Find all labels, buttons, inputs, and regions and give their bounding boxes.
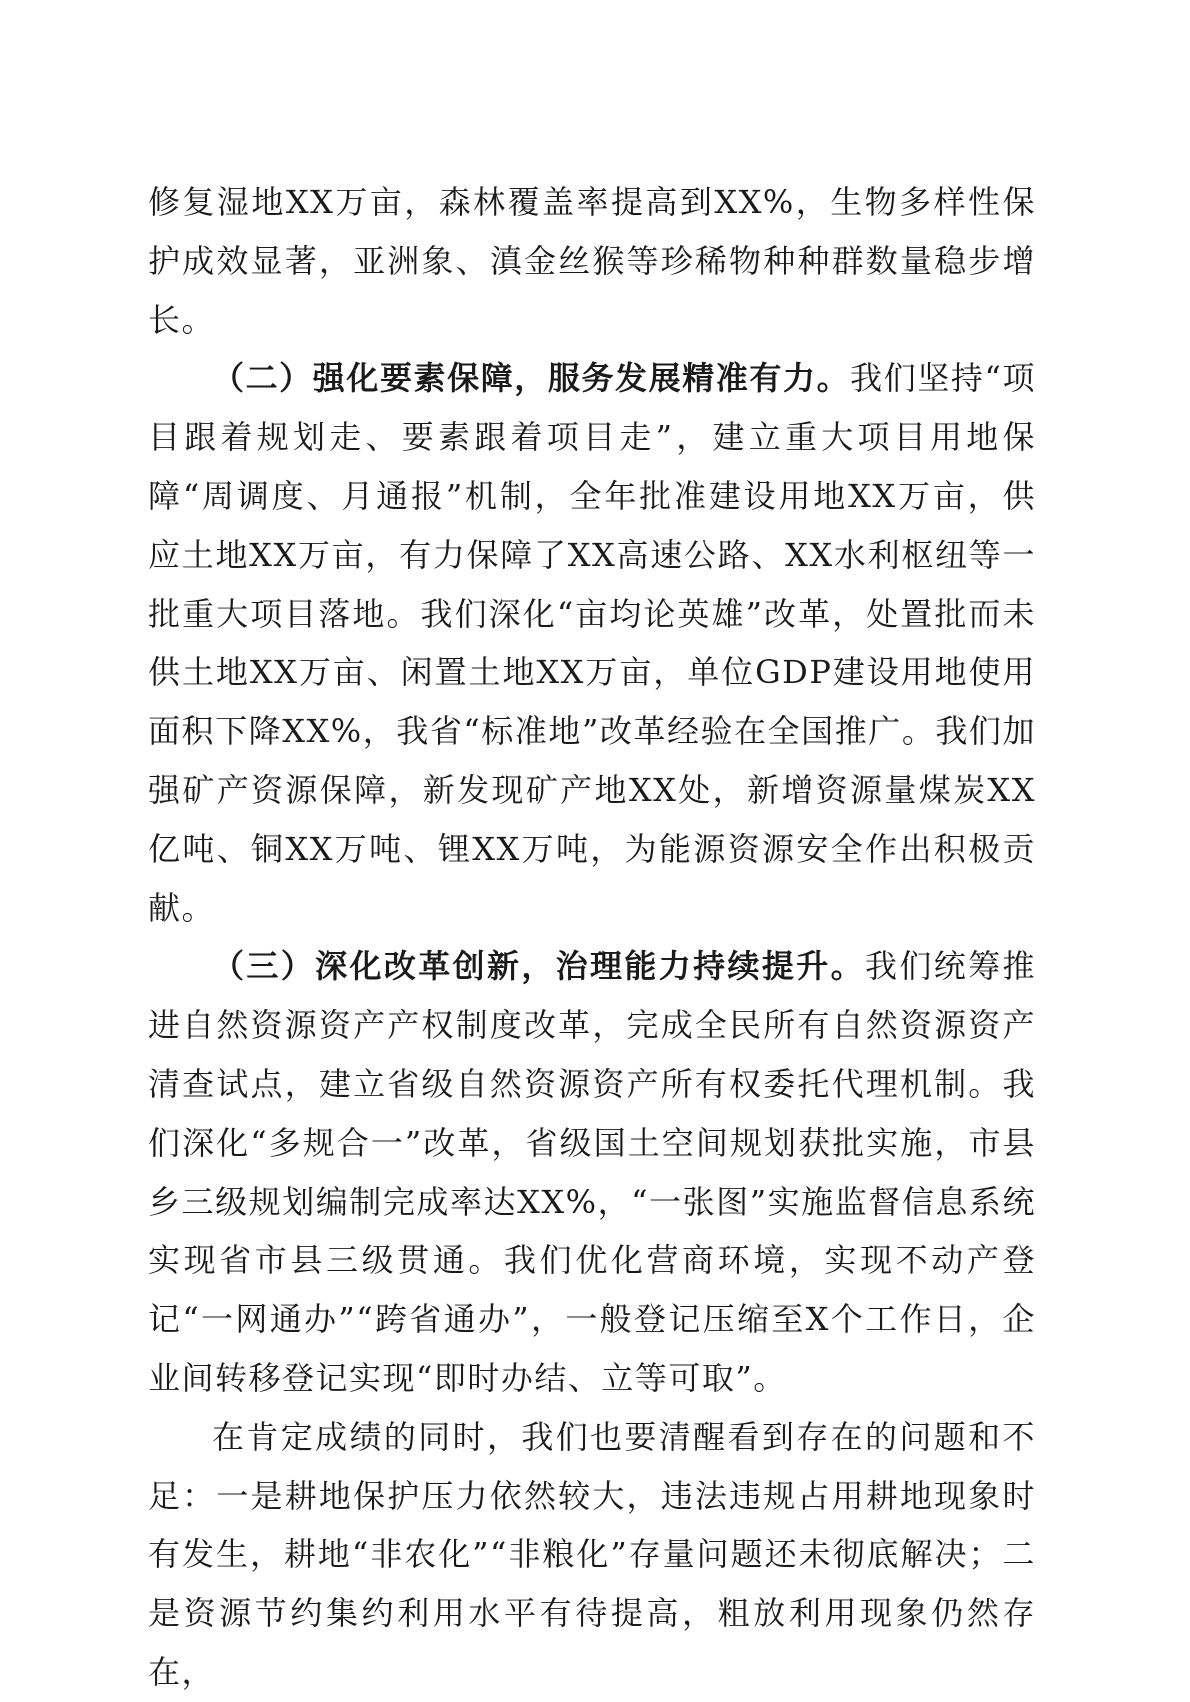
paragraph-text: 修复湿地XX万亩，森林覆盖率提高到XX%，生物多样性保护成效显著，亚洲象、滇金丝猴等珍稀物种种群数量稳步增长。 (148, 183, 1036, 339)
document-body (148, 173, 1036, 1702)
section-heading-two: （二）强化要素保障，服务发展精准有力。 (212, 359, 851, 398)
paragraph-problems (148, 1408, 1036, 1702)
paragraph-text: 在肯定成绩的同时，我们也要清醒看到存在的问题和不足：一是耕地保护压力依然较大，违法违规占用耕地现象时有发生，耕地“非农化”“非粮化”存量问题还未彻底解决；二是资源节约集约利用水平有待提高，粗放利用现象仍然存在， (148, 1417, 1036, 1691)
paragraph-text: 我们统筹推进自然资源资产产权制度改革，完成全民所有自然资源资产清查试点，建立省级自然资源资产所有权委托代理机制。我们深化“多规合一”改革，省级国土空间规划获批实施，市县乡三级规划编制完成率达XX%，“一张图”实施监督信息系统实现省市县三级贯通。我们优化营商环境，实现不动产登记“一网通办”“跨省通办”，一般登记压缩至X个工作日，企业间转移登记实现“即时办结、立等可取”。 (148, 947, 1036, 1397)
section-heading-three: （三）深化改革创新，治理能力持续提升。 (212, 947, 865, 986)
paragraph-text: 我们坚持“项目跟着规划走、要素跟着项目走”，建立重大项目用地保障“周调度、月通报”机制，全年批准建设用地XX万亩，供应土地XX万亩，有力保障了XX高速公路、XX水利枢纽等一批重大项目落地。我们深化“亩均论英雄”改革，处置批而未供土地XX万亩、闲置土地XX万亩，单位GDP建设用地使用面积下降XX%，我省“标准地”改革经验在全国推广。我们加强矿产资源保障，新发现矿产地XX处，新增资源量煤炭XX亿吨、铜XX万吨、锂XX万吨，为能源资源安全作出积极贡献。 (148, 359, 1036, 927)
paragraph-wetland-forest (148, 173, 1036, 349)
paragraph-reform-innovation (148, 937, 1036, 1407)
paragraph-factor-guarantee (148, 349, 1036, 937)
